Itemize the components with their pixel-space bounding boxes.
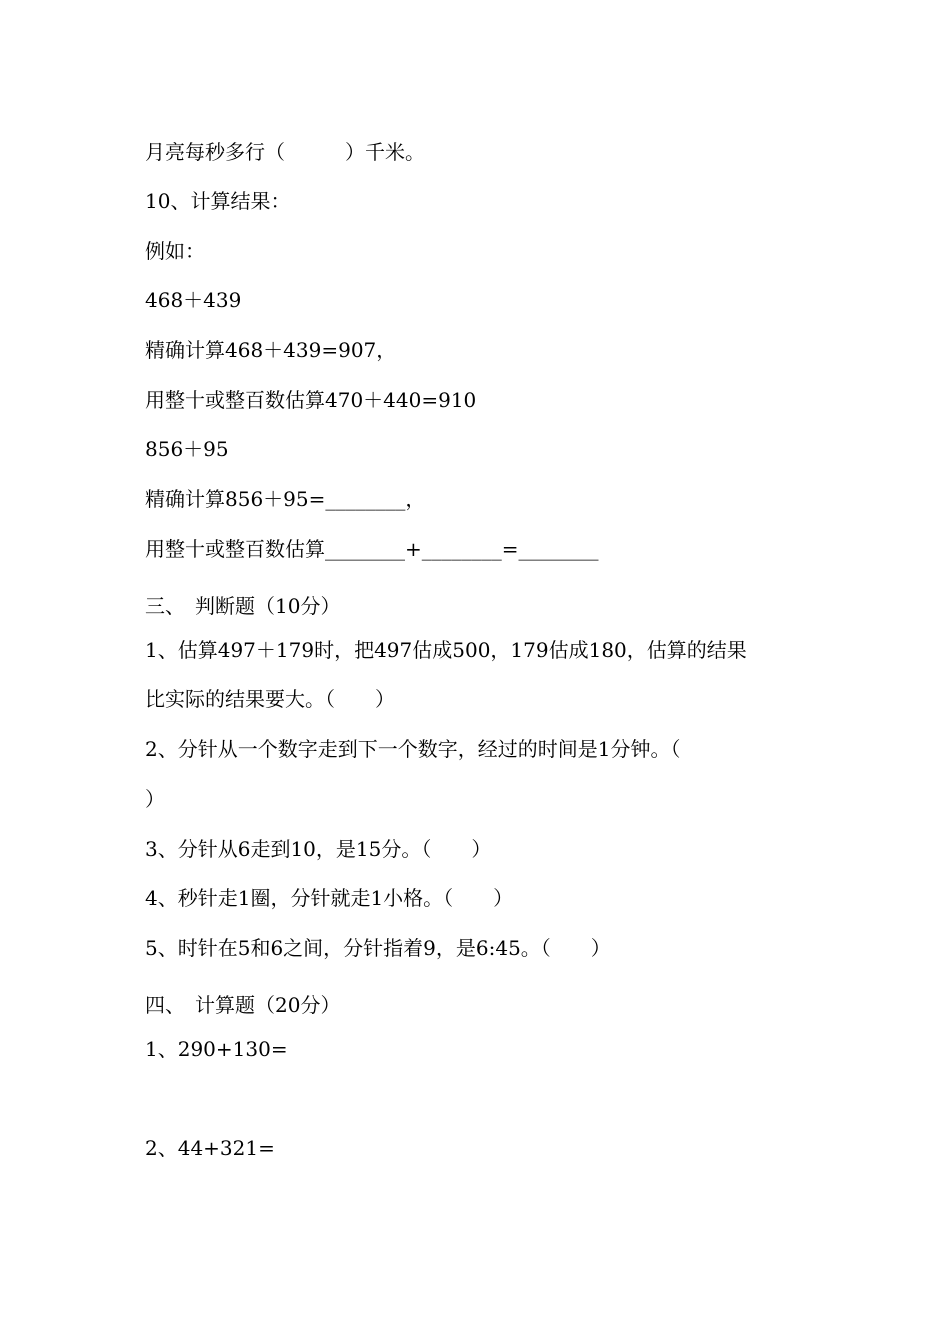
text-line: 精确计算468＋439=907，: [145, 338, 397, 362]
judgement-item: 4、秒针走1圈，分针就走1小格。（ ）: [145, 886, 514, 910]
question-title: 10、计算结果：: [145, 189, 291, 213]
text-line: 用整十或整百数估算________+________=________: [145, 537, 599, 561]
text-line: 856＋95: [145, 437, 229, 461]
text-line: 468＋439: [145, 288, 242, 312]
calculation-item: 2、44+321=: [145, 1136, 275, 1160]
judgement-item: 5、时针在5和6之间，分针指着9，是6:45。（ ）: [145, 936, 611, 960]
text-line: 月亮每秒多行（ ）千米。: [145, 140, 425, 164]
section-heading-calculation: 四、 计算题（20分）: [145, 993, 341, 1017]
calculation-item: 1、290+130=: [145, 1037, 288, 1061]
judgement-item: 比实际的结果要大。（ ）: [145, 687, 395, 711]
judgement-item: 2、分针从一个数字走到下一个数字，经过的时间是1分钟。（: [145, 737, 681, 761]
judgement-item: 3、分针从6走到10，是15分。（ ）: [145, 837, 492, 861]
text-line: 精确计算856＋95=________，: [145, 487, 426, 511]
text-line: 用整十或整百数估算470＋440=910: [145, 388, 477, 412]
section-heading-judgement: 三、 判断题（10分）: [145, 594, 341, 618]
judgement-item: ）: [145, 787, 165, 811]
judgement-item: 1、估算497＋179时，把497估成500，179估成180，估算的结果: [145, 638, 747, 662]
text-line: 例如：: [145, 239, 205, 263]
